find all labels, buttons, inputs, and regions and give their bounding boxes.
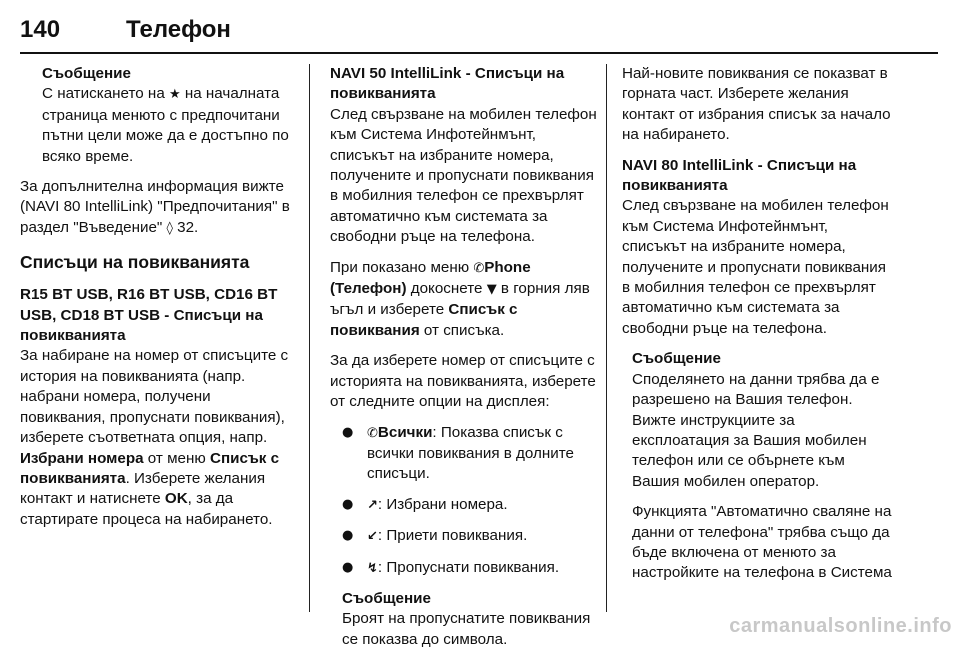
note-text: Споделянето на данни трябва да е разрешено на Вашия телефон. Вижте инструкциите за експлоатация за Вашия мобилен телефон или се обърнете към Вашия мобилен оператор.	[632, 370, 880, 490]
list-item	[330, 526, 600, 547]
paragraph: За да изберете номер от списъците с историята на повикванията, изберете от следните опции на дисплея:	[330, 352, 596, 411]
incoming-call-icon: ↙	[367, 529, 378, 545]
text-run: в горния ляв ъгъл и изберете	[330, 280, 590, 319]
list-item	[330, 495, 600, 516]
note-title: Съобщение	[632, 350, 721, 368]
paragraph	[20, 177, 298, 239]
note-title: Съобщение	[42, 65, 131, 82]
menu-option: Избрани номера	[20, 449, 144, 467]
phone-icon: ✆	[473, 260, 485, 276]
bullet-icon: ●	[342, 559, 354, 575]
text-run: За допълнителна информация вижте (NAVI 80 IntelliLink) "Предпочитания" в раздел "Въведение"	[20, 178, 290, 236]
menu-option: Списък с повиквания	[330, 301, 518, 339]
page-reference: 32.	[172, 218, 199, 236]
text-run: : Пропуснати повиквания.	[377, 558, 560, 576]
note-title: Съобщение	[342, 589, 431, 607]
text-run: от меню	[143, 449, 210, 467]
star-icon: ★	[168, 87, 181, 103]
text-run: : Показва списък с всички повиквания в долните списъци.	[367, 423, 574, 483]
note-text	[42, 85, 289, 164]
column-right	[622, 64, 894, 594]
text-run: от списъка.	[419, 321, 505, 339]
bullet-icon: ●	[342, 528, 354, 544]
column-divider	[606, 64, 607, 612]
column-divider	[309, 64, 310, 612]
text-run: на началната страница менюто с предпочитани пътни цели може да е достъпно по всяко време.	[42, 85, 289, 165]
page-header	[20, 14, 938, 54]
note-text: Броят на пропуснатите повиквания се показва до символа.	[342, 610, 591, 648]
subheading: NAVI 80 IntelliLink - Списъци на повикванията	[622, 156, 857, 195]
phone-icon: ✆	[367, 425, 378, 441]
text-run: . Изберете желания контакт и натиснете	[20, 469, 266, 508]
paragraph: Най-новите повиквания се показват в горната част. Изберете желания контакт от избрания списък за начало на набирането.	[622, 65, 891, 144]
column-middle	[330, 64, 600, 660]
text-run: За набиране на номер от списъците с история на повикванията (напр. набрани номера, получени повиквания, пропуснати повиквания), изберете съответната опция, напр.	[20, 347, 289, 447]
note-box	[20, 64, 298, 167]
options-list	[330, 423, 600, 579]
watermark: carmanualsonline.info	[729, 615, 952, 637]
bullet-icon: ●	[342, 496, 354, 512]
page-number: 140	[20, 16, 61, 43]
text-run: : Избрани номера.	[377, 495, 508, 513]
subheading: R15 BT USB, R16 BT USB, CD16 BT USB, CD18 BT USB - Списъци на повикванията	[20, 286, 278, 345]
menu-name: Phone (Телефон)	[330, 258, 531, 298]
paragraph	[330, 258, 600, 342]
section-title: Телефон	[126, 16, 231, 43]
text-run: , за да стартирате процеса на набирането.	[20, 490, 273, 528]
missed-call-icon: ↯	[367, 560, 378, 576]
text-run: След свързване на мобилен телефон към Система Инфотейнмънт, списъкът на избраните номера, получените и пропуснати повиквания в мобилния телефон се прехвърлят автоматично към системата за свободни ръце на телефона.	[330, 105, 597, 246]
reference-icon: ◊	[166, 220, 173, 236]
bullet-icon: ●	[342, 424, 354, 440]
paragraph	[20, 285, 298, 530]
menu-name: Списък с повикванията	[20, 449, 280, 487]
text-run: докоснете	[406, 280, 487, 298]
text-run: При показано меню	[330, 258, 474, 276]
paragraph	[330, 64, 600, 248]
note-text: Функцията "Автоматично сваляне на данни от телефона" трябва също да бъде включена от менюто за настройките на телефона в Система	[632, 503, 892, 582]
list-item	[330, 423, 600, 485]
option-label: Всички	[377, 423, 433, 441]
down-arrow-icon: ▼	[486, 282, 497, 298]
section-heading: Списъци на повикванията	[20, 252, 250, 273]
outgoing-call-icon: ↗	[367, 497, 378, 513]
note-box	[622, 349, 894, 583]
text-run: С натискането на	[42, 85, 169, 103]
button-name: OK	[164, 490, 188, 508]
subheading: NAVI 50 IntelliLink - Списъци на повикванията	[330, 65, 565, 103]
paragraph	[622, 156, 894, 340]
text-run: : Приети повиквания.	[377, 527, 528, 545]
list-item	[330, 558, 600, 579]
column-left	[20, 64, 298, 540]
note-box	[330, 589, 600, 650]
text-run: След свързване на мобилен телефон към Система Инфотейнмънт, списъкът на избраните номера, получените и пропуснати повиквания в мобилния телефон се прехвърлят автоматично към системата за свободни ръце на телефона.	[622, 197, 889, 337]
